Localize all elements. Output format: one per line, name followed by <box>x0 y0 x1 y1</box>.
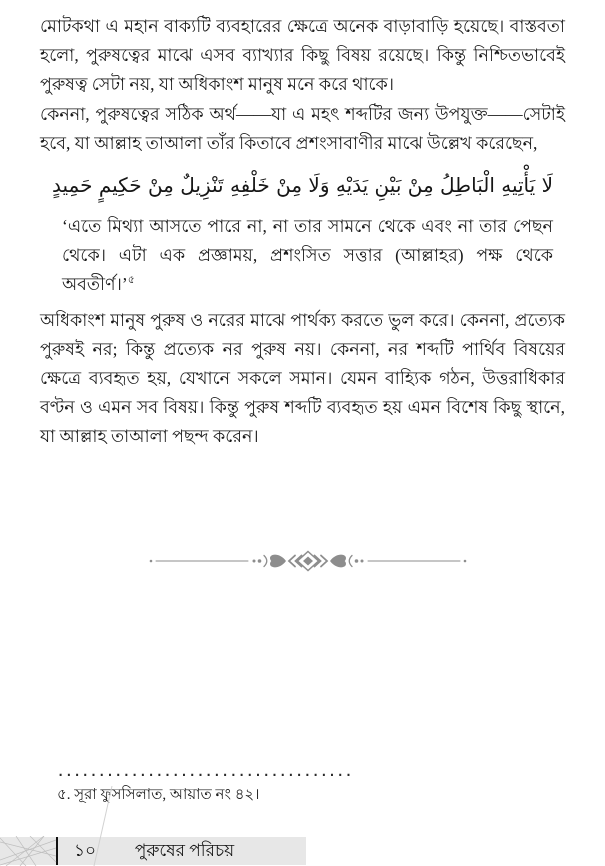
corner-decoration-lines <box>0 836 58 866</box>
verse-translation-text: ‘এতে মিথ্যা আসতে পারে না, না তার সামনে থেকে এবং না তার পেছন থেকে। এটা এক প্রজ্ঞাময়, প্রশংসিত সত্তার (আল্লাহর) পক্ষ থেকে অবতীর্ণ।’ <box>62 216 553 294</box>
paragraph-3: অধিকাংশ মানুষ পুরুষ ও নরের মাঝে পার্থক্য করতে ভুল করে। কেননা, প্রত্যেক পুরুষই নর; কিন্তু প্রত্যেক নর পুরুষ নয়। কেননা, নর শব্দটি পার্থিব বিষয়ের ক্ষেত্রে ব্যবহৃত হয়, যেখানে সকলে সমান। যেমন বাহ্যিক গঠন, উত্তরাধিকার বণ্টন ও এমন সব বিষয়। কিন্তু পুরুষ শব্দটি ব্যবহৃত হয় এমন বিশেষ কিছু স্থানে, যা আল্লাহ তাআলা পছন্দ করেন। <box>40 310 565 446</box>
arabic-verse: لَا يَأْتِيهِ الْبَاطِلُ مِنْ بَيْنِ يَدَيْهِ وَلَا مِنْ خَلْفِهِ تَنْزِيلٌ مِنْ حَكِيمٍ حَمِيدٍ <box>52 173 553 197</box>
verse-translation <box>62 212 553 299</box>
paragraph-1: মোটকথা এ মহান বাক্যটি ব্যবহারের ক্ষেত্রে অনেক বাড়াবাড়ি হয়েছে। বাস্তবতা হলো, পুরুষত্বের মাঝে এসব ব্যাখ্যার কিছু বিষয় রয়েছে। কিন্তু নিশ্চিতভাবেই পুরুষত্ব সেটা নয়, যা অধিকাংশ মানুষ মনে করে থাকে। <box>40 16 565 94</box>
footnote-separator: .................................... <box>57 765 354 779</box>
footnote-reference: ৫ <box>127 274 135 287</box>
chapter-title: পুরুষের পরিচয় <box>134 841 235 860</box>
diagonal-decoration-line <box>85 786 125 866</box>
paragraph-2: কেননা, পুরুষত্বের সঠিক অর্থ——যা এ মহৎ শব্দটির জন্য উপযুক্ত——সেটাই হবে, যা আল্লাহ তাআলা তাঁর কিতাবে প্রশংসাবাণীর মাঝে উল্লেখ করেছেন, <box>40 104 565 153</box>
page-number: ১০ <box>73 841 97 860</box>
section-divider-ornament <box>148 548 468 574</box>
footnote-text: ৫. সূরা ফুসসিলাত, আয়াত নং ৪২। <box>57 787 260 803</box>
page-content <box>40 0 565 866</box>
